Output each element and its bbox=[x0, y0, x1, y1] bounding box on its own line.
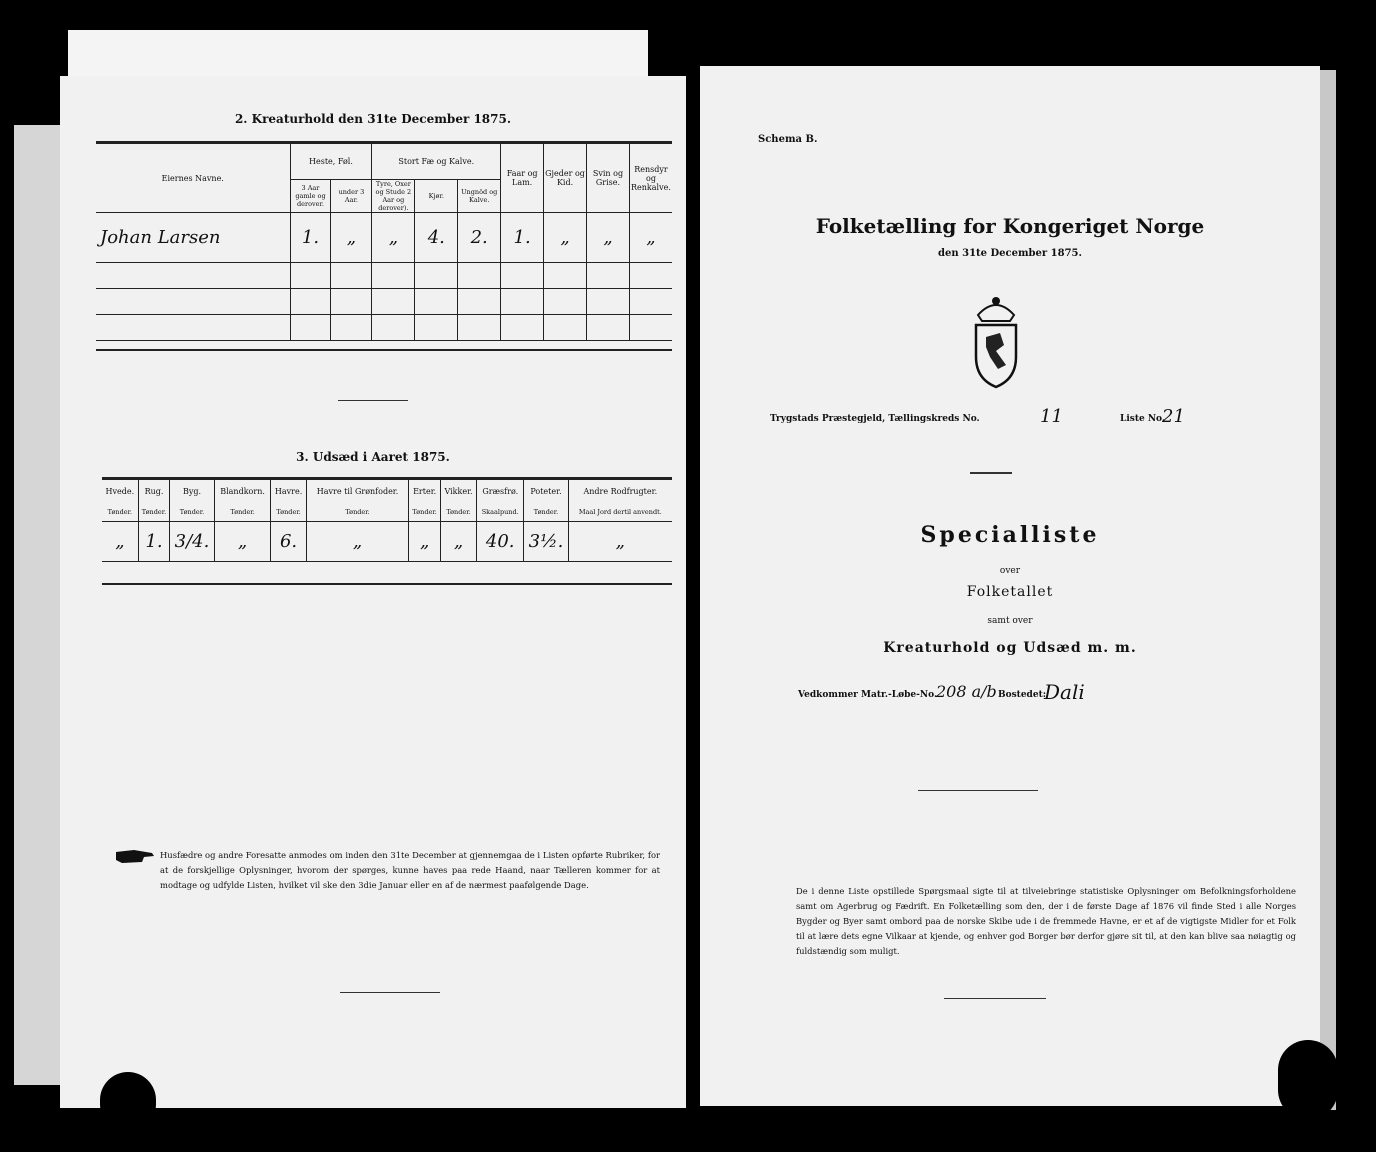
sub-heste-old: 3 Aar gamle og derover. bbox=[290, 180, 331, 213]
instruction-note: Husfædre og andre Foresatte anmodes om inden den 31te December at gjennemgaa de i Listen opførte Rubriker, for at de forskjellige Oplysninger, hvorom der spørges, kunne haves paa rede Haand, naar Tælleren kommer for at modtage og udfylde Listen, hvilket vil ske den 3die Januar eller en af de nærmest paafølgende Dage. bbox=[160, 850, 660, 890]
sowing-header: Byg. bbox=[170, 480, 214, 504]
prestegjeld-label: Trygstads Præstegjeld, Tællingskreds No. bbox=[770, 414, 980, 424]
sowing-unit: Skaalpund. bbox=[477, 504, 524, 522]
samt-over-label: samt over bbox=[987, 616, 1033, 626]
sowing-header: Havre. bbox=[271, 480, 306, 504]
sowing-value: 1. bbox=[138, 522, 170, 562]
sowing-header: Havre til Grønfoder. bbox=[306, 480, 409, 504]
sowing-unit: Tønder. bbox=[170, 504, 214, 522]
census-date: den 31te December 1875. bbox=[938, 248, 1082, 259]
folketallet-heading: Folketallet bbox=[966, 584, 1054, 600]
kreaturhold-heading: Kreaturhold og Udsæd m. m. bbox=[883, 640, 1137, 656]
sowing-header: Poteter. bbox=[524, 480, 568, 504]
specialliste-heading: Specialliste bbox=[920, 522, 1100, 548]
col-stort-header: Stort Fæ og Kalve. bbox=[372, 144, 501, 180]
sowing-unit: Tønder. bbox=[138, 504, 170, 522]
sowing-value: „ bbox=[102, 522, 138, 562]
sowing-unit: Tønder. bbox=[409, 504, 441, 522]
sowing-unit: Tønder. bbox=[524, 504, 568, 522]
col-rensdyr-header: Rensdyr og Renkalve. bbox=[629, 144, 672, 213]
liste-number: 21 bbox=[1162, 406, 1185, 427]
value-cell: „ bbox=[372, 213, 415, 263]
value-cell: 4. bbox=[415, 213, 458, 263]
value-cell: 1. bbox=[501, 213, 544, 263]
sowing-unit: Tønder. bbox=[271, 504, 306, 522]
sowing-unit: Maal Jord dertil anvendt. bbox=[568, 504, 672, 522]
col-faar-header: Faar og Lam. bbox=[501, 144, 544, 213]
col-svin-header: Svin og Grise. bbox=[587, 144, 630, 213]
left-page bbox=[60, 76, 686, 1108]
sowing-unit: Tønder. bbox=[306, 504, 409, 522]
bosted-value: Dali bbox=[1044, 680, 1085, 704]
sowing-value: „ bbox=[306, 522, 409, 562]
col-owner-header: Eiernes Navne. bbox=[96, 144, 290, 213]
sowing-header: Vikker. bbox=[440, 480, 476, 504]
owner-name: Johan Larsen bbox=[96, 213, 290, 263]
footer-text: De i denne Liste opstillede Spørgsmaal sigte til at tilveiebringe statistiske Oplysninger om Befolkningsforholdene samt om Agerbrug og Fædrift. En Folketælling som den, der i de første Dage af 1876 vil finde Sted i alle Norges Bygder og Byer samt ombord paa de norske Skibe ude i de fremmede Havne, er et af de vigtigste Midler for et Folk til at lære dets egne Vilkaar at kjende, og enhver god Borger bør derfor gjøre sit til, at den kan blive saa nøiagtig og fuldstændig som muligt. bbox=[796, 886, 1296, 956]
sowing-unit: Tønder. bbox=[440, 504, 476, 522]
sowing-value: „ bbox=[409, 522, 441, 562]
section2-title: 2. Kreaturhold den 31te December 1875. bbox=[234, 112, 512, 126]
sowing-unit: Tønder. bbox=[102, 504, 138, 522]
schema-label: Schema B. bbox=[758, 134, 818, 145]
sowing-value: „ bbox=[214, 522, 271, 562]
value-cell: „ bbox=[331, 213, 372, 263]
value-cell: „ bbox=[587, 213, 630, 263]
sowing-header: Blandkorn. bbox=[214, 480, 271, 504]
sowing-unit: Tønder. bbox=[214, 504, 271, 522]
paper-edge-right bbox=[1320, 70, 1336, 1110]
paper-edge-left bbox=[14, 125, 64, 1085]
thumb-shadow-left bbox=[100, 1072, 156, 1132]
col-heste-header: Heste, Føl. bbox=[290, 144, 372, 180]
sowing-header: Rug. bbox=[138, 480, 170, 504]
value-cell: „ bbox=[544, 213, 587, 263]
table-row bbox=[96, 213, 672, 263]
sowing-value: „ bbox=[568, 522, 672, 562]
sowing-header: Andre Rodfrugter. bbox=[568, 480, 672, 504]
table-row bbox=[102, 522, 672, 562]
matr-label: Vedkommer Matr.-Løbe-No. bbox=[798, 690, 938, 700]
liste-label: Liste No. bbox=[1120, 414, 1166, 424]
col-gjeder-header: Gjeder og Kid. bbox=[544, 144, 587, 213]
sowing-value: 3½. bbox=[524, 522, 568, 562]
thumb-shadow-right bbox=[1278, 1040, 1338, 1120]
matr-value: 208 a/b bbox=[936, 682, 997, 701]
kreds-number: 11 bbox=[1040, 406, 1063, 427]
over-label: over bbox=[999, 566, 1021, 576]
value-cell: 1. bbox=[290, 213, 331, 263]
sub-stort-tyre: Tyre, Oxer og Stude 2 Aar og derover). bbox=[372, 180, 415, 213]
coat-of-arms-icon bbox=[970, 291, 1022, 389]
sub-stort-ungnod: Ungnöd og Kalve. bbox=[458, 180, 501, 213]
sub-stort-kjor: Kjør. bbox=[415, 180, 458, 213]
pointing-hand-icon bbox=[114, 846, 156, 866]
sowing-value: 3/4. bbox=[170, 522, 214, 562]
sowing-table bbox=[102, 479, 672, 562]
paper-edge-top bbox=[68, 30, 648, 80]
section3-title: 3. Udsæd i Aaret 1875. bbox=[296, 450, 450, 464]
sowing-value: 6. bbox=[271, 522, 306, 562]
sub-heste-young: under 3 Aar. bbox=[331, 180, 372, 213]
sowing-header: Græsfrø. bbox=[477, 480, 524, 504]
sowing-header: Hvede. bbox=[102, 480, 138, 504]
sowing-header: Erter. bbox=[409, 480, 441, 504]
bosted-label: Bostedet: bbox=[998, 690, 1047, 700]
sowing-value: 40. bbox=[477, 522, 524, 562]
census-title: Folketælling for Kongeriget Norge bbox=[815, 214, 1205, 238]
sowing-value: „ bbox=[440, 522, 476, 562]
livestock-table bbox=[96, 143, 672, 341]
right-page bbox=[700, 66, 1320, 1106]
value-cell: „ bbox=[629, 213, 672, 263]
value-cell: 2. bbox=[458, 213, 501, 263]
